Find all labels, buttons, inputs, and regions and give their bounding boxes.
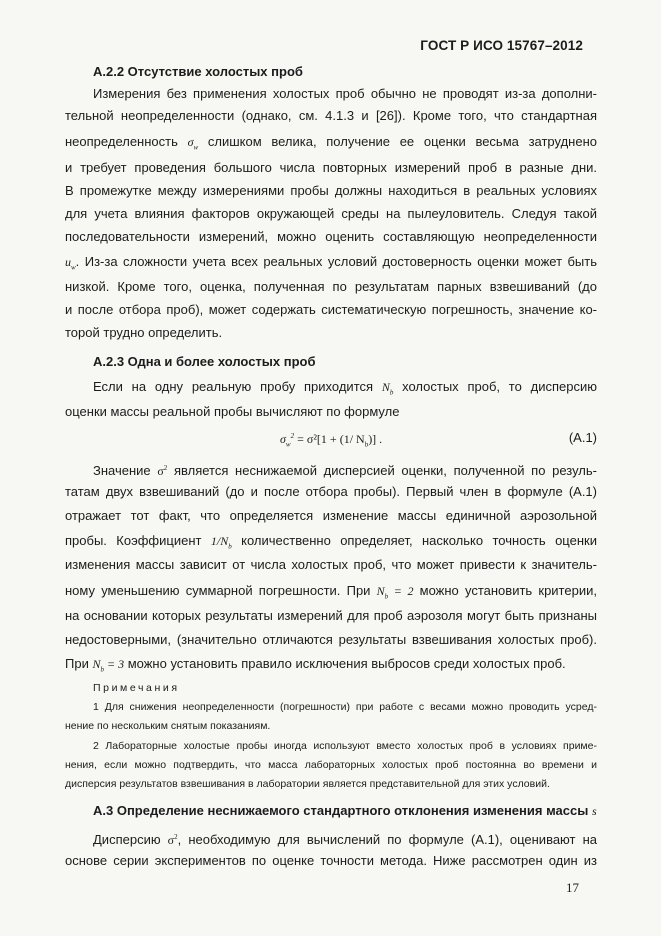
math-s: s — [591, 804, 597, 818]
math-superscript: 2 — [163, 464, 168, 472]
text-span: Дисперсию — [93, 832, 161, 847]
paragraph-line: последовательности измерений, можно оценить составляющую неопределенности — [65, 229, 597, 244]
paragraph-line: низкой. Кроме того, оценка, полученная по результатам парных взвешиваний (до — [65, 279, 597, 294]
formula-a1 — [280, 432, 382, 448]
text-span: При — [65, 656, 89, 671]
paragraph-line — [65, 134, 597, 155]
text-span: Если на одну реальную пробу приходится — [93, 379, 374, 394]
math-subscript: b — [389, 388, 394, 397]
math-sigma-sq — [157, 464, 167, 478]
math-subscript: b — [100, 665, 104, 674]
paragraph-line — [65, 533, 597, 554]
paragraph-line: татам двух взвешиваний (до и после отбора пробы). Первый член в формуле (А.1) — [65, 484, 597, 499]
math-symbol: N — [381, 380, 390, 394]
paragraph-line — [65, 583, 597, 604]
paragraph-line: на основании которых результаты измерений для проб аэрозоля могут быть признаны — [65, 608, 597, 623]
math-symbol: σ — [187, 135, 194, 149]
paragraph-line — [93, 829, 597, 848]
paragraph-line: Измерения без применения холостых проб обычно не проводят из-за дополни- — [93, 86, 597, 101]
math-symbol: N — [220, 534, 229, 548]
formula-number: (А.1) — [568, 430, 597, 445]
paragraph-line: торой трудно определить. — [65, 325, 223, 340]
paragraph-line — [93, 379, 597, 400]
paragraph-line: для учета влияния факторов окружающей среды на пылеуловитель. Следуя такой — [65, 206, 597, 221]
paragraph-line: тельной неопределенности (однако, см. 4.1.3 и [26]). Кроме того, что стандартная — [65, 108, 597, 123]
math-superscript: 2 — [174, 833, 178, 841]
paragraph-line: и после отбора проб), может содержать систематическую погрешность, значение ко- — [65, 302, 597, 317]
formula-body: = σ²[1 + (1/ N — [297, 432, 365, 446]
paragraph-line: изменения массы зависит от числа холостых проб, что может привести к значитель- — [65, 557, 597, 572]
section-heading-a3 — [93, 803, 597, 819]
math-subscript: w — [285, 440, 291, 449]
math-symbol: σ — [157, 464, 164, 478]
math-symbol: 1/ — [210, 534, 221, 548]
math-subscript: b — [228, 542, 232, 551]
text-span: , необходимую для вычислений по формуле (А.1), оценивают на — [177, 832, 597, 847]
text-span: неопределенность — [65, 134, 178, 149]
standard-number: ГОСТ Р ИСО 15767–2012 — [420, 38, 583, 53]
heading-text: А.3 Определение неснижаемого стандартного отклонения изменения массы — [93, 803, 589, 818]
text-span: пробы. Коэффициент — [65, 533, 202, 548]
text-span: . Из-за сложности учета всех реальных условий достоверность оценки может быть — [75, 254, 597, 269]
math-superscript: 2 — [290, 432, 295, 440]
math-symbol: N — [376, 584, 385, 598]
section-heading-a23: А.2.3 Одна и более холостых проб — [93, 354, 316, 369]
math-equality: = 3 — [106, 657, 125, 671]
math-equality: = 2 — [393, 584, 414, 598]
paragraph-line: недостоверными, (значительно отличаются результаты взвешивания холостых проб). — [65, 632, 597, 647]
math-n-b-eq2 — [376, 584, 414, 601]
note-line: 1 Для снижения неопределенности (погрешности) при работе с весами можно проводить усред- — [93, 701, 597, 713]
math-symbol: N — [92, 657, 101, 671]
paragraph-line: основе серии экспериментов по оценке точности метода. Ниже рассмотрен один из — [65, 853, 597, 868]
math-u-w — [65, 255, 76, 272]
paragraph-line — [65, 254, 597, 275]
math-sigma-w — [187, 135, 199, 152]
paragraph-line — [93, 460, 597, 479]
text-span: Значение — [93, 463, 151, 478]
text-span: слишком велика, получение ее оценки весьма затруднено — [207, 134, 597, 149]
math-symbol: σ — [167, 833, 175, 847]
note-line: нение по нескольким снятым показаниям. — [65, 720, 271, 732]
formula-tail: )] . — [368, 432, 383, 446]
math-subscript: b — [364, 440, 369, 449]
text-span: холостых проб, то дисперсию — [402, 379, 597, 394]
text-span: количественно определяет, насколько точность оценки — [241, 533, 597, 548]
note-line: нения, если можно подтвердить, что масса лабораторных холостых проб постоянна во времени и — [65, 759, 597, 771]
paragraph-line: отражает тот факт, что определяется изменение массы единичной аэрозольной — [65, 508, 597, 523]
math-n-b — [381, 380, 394, 397]
math-subscript: w — [71, 263, 76, 272]
section-heading-a22: А.2.2 Отсутствие холостых проб — [93, 64, 303, 79]
math-sigma-sq — [168, 833, 178, 847]
text-span: можно установить критерии, — [419, 583, 597, 598]
page-number: 17 — [566, 880, 579, 895]
math-symbol: u — [65, 255, 71, 269]
paragraph-line: и требует проведения большого числа повторных измерений проб в разные дни. — [65, 160, 597, 175]
paragraph-line — [65, 656, 597, 677]
text-span: является неснижаемой дисперсией оценки, полученной по резуль- — [173, 463, 597, 478]
math-n-b-eq3 — [92, 657, 125, 674]
math-subscript: w — [193, 143, 199, 152]
text-span: ному уменьшению суммарной погрешности. При — [65, 583, 371, 598]
paragraph-line: В промежутке между измерениями пробы должны находиться в реальных условиях — [65, 183, 597, 198]
text-span: можно установить правило исключения выбросов среди холостых проб. — [127, 656, 566, 671]
note-line: 2 Лабораторные холостые пробы иногда используют вместо холостых проб в условиях приме- — [93, 740, 597, 752]
math-subscript: b — [384, 592, 389, 601]
notes-title: Примечания — [93, 682, 180, 694]
math-symbol: σ — [280, 432, 286, 446]
paragraph-line: оценки массы реальной пробы вычисляют по формуле — [65, 404, 400, 419]
math-inv-n-b — [210, 534, 232, 551]
math-sigma-w — [280, 432, 295, 449]
note-line: дисперсия результатов взвешивания в лаборатории является представительной для этих условий. — [65, 778, 550, 790]
